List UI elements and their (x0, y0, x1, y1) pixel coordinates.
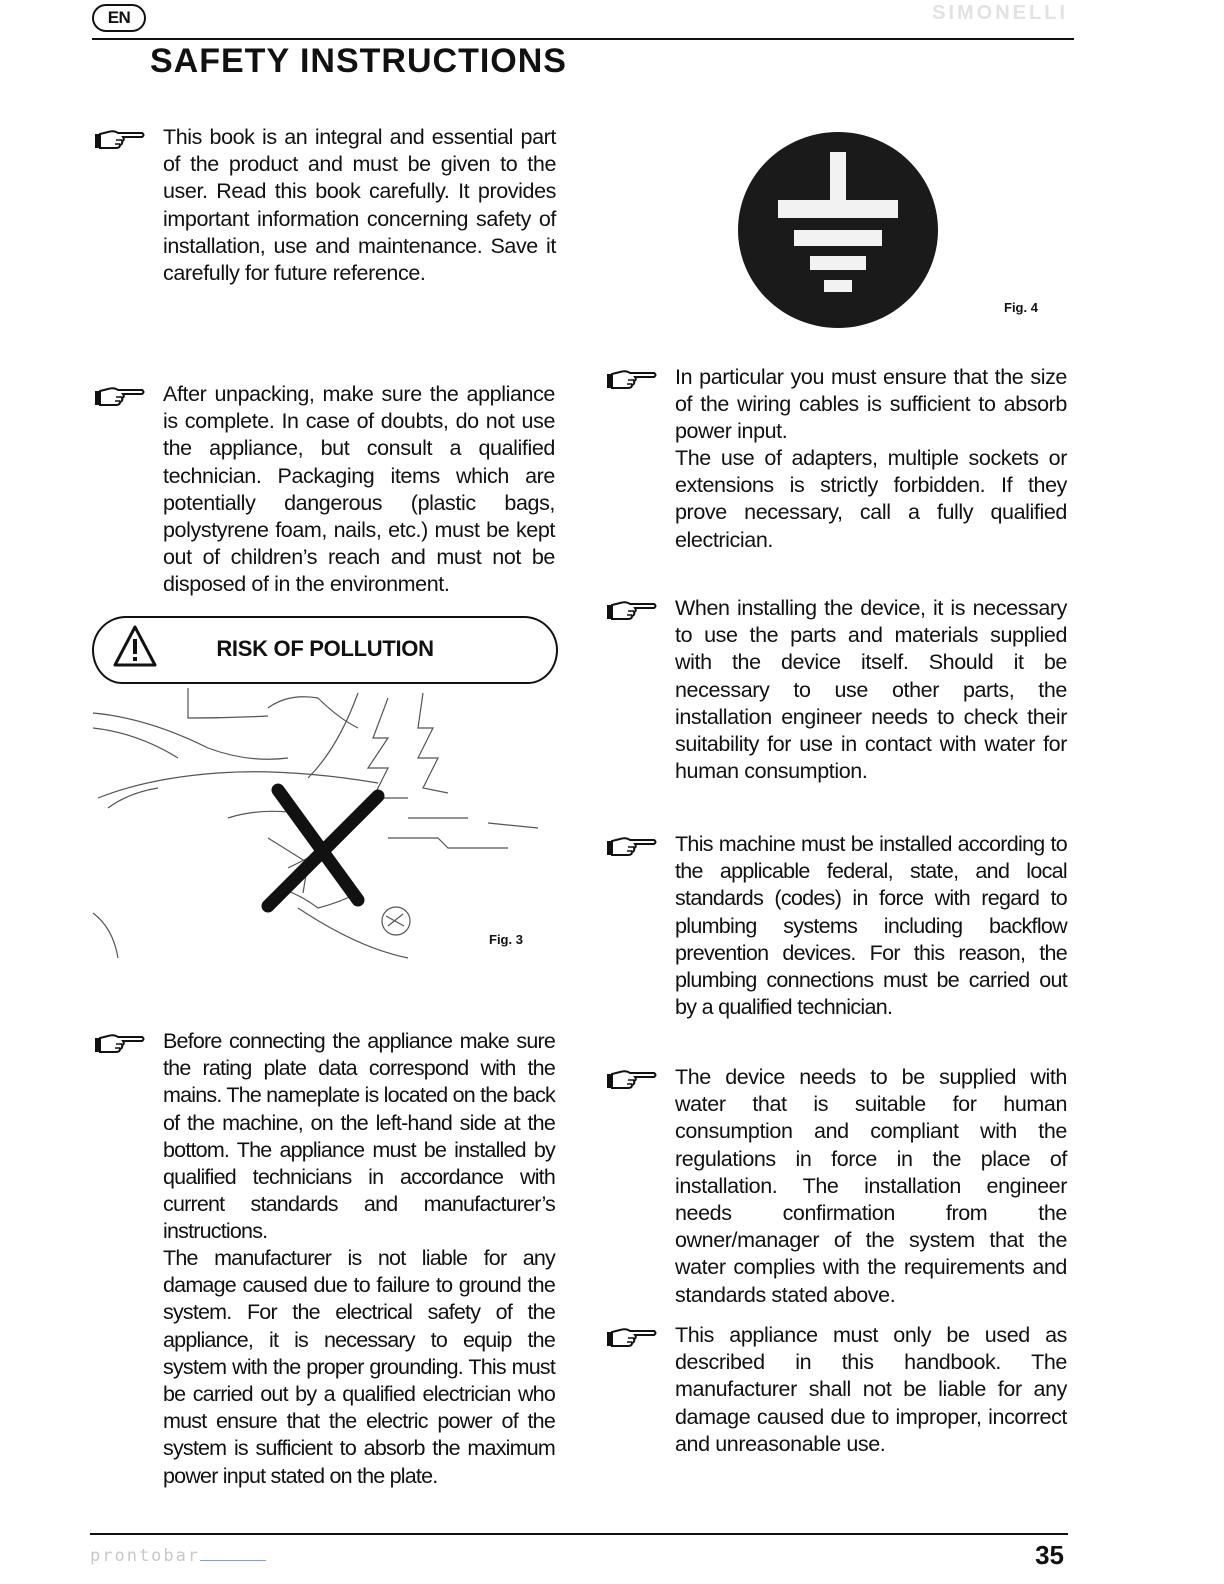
footer-watermark: prontobar (90, 1546, 201, 1566)
language-badge: EN (92, 4, 146, 32)
instruction-item (606, 597, 1068, 797)
ground-symbol-icon (736, 130, 940, 330)
instruction-item (606, 1324, 1068, 1464)
figure-4-label: Fig. 4 (1004, 300, 1038, 315)
instruction-text: When installing the device, it is necessary to use the parts and materials supplied with the device itself. Should it be necessary to use other parts, the installation engineer needs to check their suitability for use in contact with water for human consumption. (675, 596, 1067, 784)
figure-3-label: Fig. 3 (489, 932, 523, 947)
pointing-hand-icon (94, 128, 146, 150)
pointing-hand-icon (606, 599, 658, 621)
instruction-item (94, 126, 556, 296)
pointing-hand-icon (606, 1326, 658, 1348)
instruction-item (606, 1065, 1068, 1307)
instruction-text: This machine must be installed according to the applicable federal, state, and local standards (codes) in force with regard to plumbing systems including backflow prevention devices. For this reason, the plumbing connections must be carried out by a qualified technician. (675, 832, 1067, 1020)
instruction-text: Before connecting the appliance make sure the rating plate data correspond with the mains. The nameplate is located on the back of the machine, on the left-hand side at the bottom. The appliance must be installed by qualified technicians in accordance with current standards and manufacturer’s instructions. (163, 1029, 555, 1244)
risk-title: RISK OF POLLUTION (216, 636, 434, 661)
pointing-hand-icon (94, 385, 146, 407)
instruction-item (606, 833, 1068, 1033)
pointing-hand-icon (606, 835, 658, 857)
brand-watermark: SIMONELLI (932, 2, 1068, 24)
instruction-text: The use of adapters, multiple sockets or extensions is strictly forbidden. If they prove necessary, call a fully qualified electrician. (675, 446, 1067, 552)
instruction-item (606, 366, 1068, 556)
pollution-illustration (88, 688, 558, 978)
pointing-hand-icon (94, 1032, 146, 1054)
instruction-text: After unpacking, make sure the appliance is complete. In case of doubts, do not use the appliance, but consult a qualified technician. Packaging items which are potentially dangerous (plastic bags, polystyrene foam, nails, etc.) must be kept out of children’s reach and must not be disposed of in the environment. (163, 382, 555, 597)
pointing-hand-icon (606, 1068, 658, 1090)
instruction-text: The device needs to be supplied with water that is suitable for human consumption and compliant with the regulations in force in the place of installation. The installation engineer needs confirmation from the owner/manager of the system that the water complies with the requirements and standards stated above. (675, 1065, 1067, 1307)
instruction-text: This appliance must only be used as described in this handbook. The manufacturer shall not be liable for any damage caused due to improper, incorrect and unreasonable use. (675, 1323, 1067, 1456)
footer-rule (90, 1533, 1068, 1535)
risk-of-pollution-banner (92, 616, 558, 684)
instruction-text: The manufacturer is not liable for any damage caused due to failure to ground the system. For the electrical safety of the appliance, it is necessary to equip the system with the proper grounding. This must be carried out by a qualified electrician who must ensure that the electric power of the system is sufficient to absorb the maximum power input stated on the plate. (163, 1246, 555, 1488)
instruction-text: In particular you must ensure that the size of the wiring cables is sufficient to absorb power input. (675, 365, 1067, 444)
instruction-item (94, 383, 556, 603)
pointing-hand-icon (606, 368, 658, 390)
page-number: 35 (1035, 1540, 1064, 1570)
footer-underline (200, 1560, 266, 1561)
instruction-item (94, 1030, 556, 1500)
instruction-text: This book is an integral and essential part of the product and must be given to the user. Read this book carefully. It provides important information concerning safety of installation, use and maintenance. Save it carefully for future reference. (163, 125, 556, 286)
header-rule (92, 38, 1074, 40)
page-title: SAFETY INSTRUCTIONS (150, 42, 567, 80)
